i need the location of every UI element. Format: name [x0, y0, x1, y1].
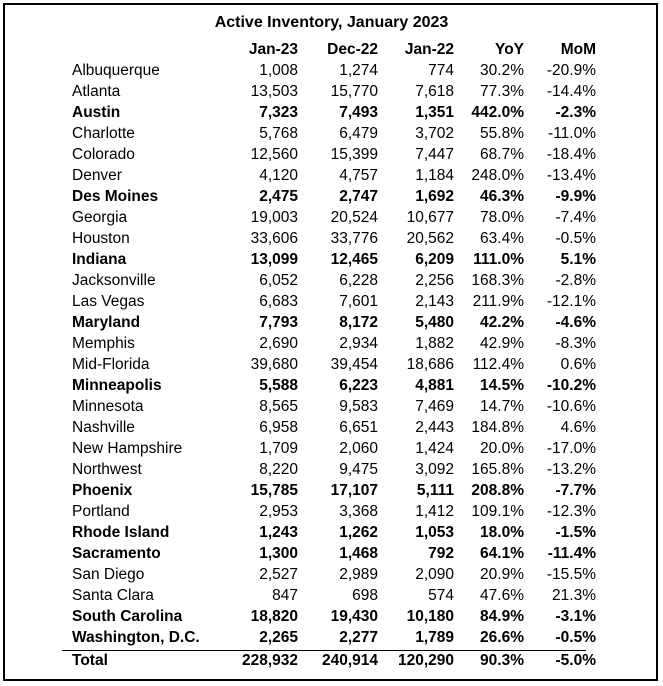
- cell-jan22: 3,702: [415, 125, 454, 142]
- cell-mom: -0.5%: [555, 629, 596, 646]
- cell-jan22: 1,184: [415, 167, 454, 184]
- cell-jan22: 18,686: [406, 356, 454, 373]
- cell-yoy: 55.8%: [480, 125, 524, 142]
- cell-jan23: 8,220: [259, 461, 298, 478]
- cell-jan23: 8,565: [259, 398, 298, 415]
- cell-jan22: 10,677: [406, 209, 454, 226]
- cell-jan23: 1,300: [259, 545, 298, 562]
- cell-dec22: 6,228: [339, 272, 378, 289]
- cell-jan22: 574: [428, 587, 454, 604]
- cell-dec22: 6,651: [339, 419, 378, 436]
- cell-dec22: 2,989: [339, 566, 378, 583]
- cell-jan23: 4,120: [259, 167, 298, 184]
- cell-jan22: 5,111: [416, 482, 454, 499]
- cell-mom: -20.9%: [546, 62, 596, 79]
- header-jan22: Jan-22: [404, 41, 454, 58]
- cell-city: Des Moines: [72, 188, 159, 205]
- cell-yoy: 46.3%: [480, 188, 524, 205]
- cell-jan22: 3,092: [415, 461, 454, 478]
- cell-jan22: 1,789: [415, 629, 454, 646]
- cell-jan23: 19,003: [250, 209, 298, 226]
- table-row: [62, 354, 596, 375]
- cell-city: Minnesota: [72, 398, 144, 415]
- cell-mom: -17.0%: [546, 440, 596, 457]
- cell-mom: -13.2%: [546, 461, 596, 478]
- cell-yoy: 442.0%: [471, 104, 524, 121]
- cell-dec22: 19,430: [330, 608, 378, 625]
- table-row: [62, 81, 596, 102]
- cell-jan22: 2,143: [415, 293, 454, 310]
- cell-jan23: 1,709: [259, 440, 298, 457]
- table-row: [62, 228, 596, 249]
- table-row: [62, 123, 596, 144]
- cell-jan23: 13,099: [250, 251, 298, 268]
- cell-mom: -7.4%: [555, 209, 596, 226]
- cell-city: South Carolina: [72, 608, 183, 625]
- cell-jan22: 5,480: [415, 314, 454, 331]
- table-row: [62, 480, 596, 501]
- table-row: [62, 207, 596, 228]
- cell-mom: -11.0%: [548, 125, 596, 142]
- header-row: [62, 39, 596, 60]
- cell-jan22: 792: [428, 545, 454, 562]
- cell-jan23: 847: [272, 587, 298, 604]
- cell-dec22: 7,601: [339, 293, 378, 310]
- cell-dec22: 15,399: [330, 146, 378, 163]
- cell-yoy: 30.2%: [480, 62, 524, 79]
- cell-mom: -15.5%: [546, 566, 596, 583]
- cell-dec22: 9,475: [339, 461, 378, 478]
- cell-yoy: 64.1%: [480, 545, 524, 562]
- cell-jan22: 1,882: [415, 335, 454, 352]
- table-row: [62, 291, 596, 312]
- cell-city: Washington, D.C.: [72, 629, 200, 646]
- cell-jan23: 13,503: [250, 83, 298, 100]
- cell-dec22: 2,747: [339, 188, 378, 205]
- cell-city: Houston: [72, 230, 130, 247]
- total-mom: -5.0%: [555, 652, 596, 669]
- cell-city: Colorado: [72, 146, 135, 163]
- table-row: [62, 186, 596, 207]
- cell-jan22: 1,412: [415, 503, 454, 520]
- cell-jan23: 2,953: [259, 503, 298, 520]
- total-row: [62, 648, 596, 674]
- cell-mom: -4.6%: [555, 314, 596, 331]
- cell-yoy: 248.0%: [471, 167, 524, 184]
- cell-jan22: 4,881: [415, 377, 454, 394]
- cell-mom: -8.3%: [555, 335, 596, 352]
- total-dec22: 240,914: [321, 652, 378, 669]
- cell-jan23: 1,243: [259, 524, 298, 541]
- cell-mom: -2.3%: [555, 104, 596, 121]
- cell-dec22: 698: [352, 587, 378, 604]
- table-row: [62, 606, 596, 627]
- cell-yoy: 78.0%: [480, 209, 524, 226]
- cell-mom: -7.7%: [555, 482, 596, 499]
- total-label: Total: [72, 652, 108, 669]
- cell-jan23: 6,958: [259, 419, 298, 436]
- cell-jan22: 1,692: [415, 188, 454, 205]
- cell-mom: 5.1%: [560, 251, 596, 268]
- cell-yoy: 47.6%: [480, 587, 524, 604]
- cell-city: Charlotte: [72, 125, 135, 142]
- table-row: [62, 333, 596, 354]
- total-jan23: 228,932: [241, 652, 298, 669]
- table-row: [62, 501, 596, 522]
- cell-city: San Diego: [72, 566, 145, 583]
- total-yoy: 90.3%: [480, 652, 524, 669]
- total-divider: [62, 650, 586, 651]
- cell-yoy: 77.3%: [480, 83, 524, 100]
- cell-dec22: 15,770: [330, 83, 378, 100]
- cell-dec22: 39,454: [330, 356, 378, 373]
- cell-dec22: 3,368: [339, 503, 378, 520]
- cell-dec22: 2,934: [339, 335, 378, 352]
- table-row: [62, 459, 596, 480]
- cell-city: Atlanta: [72, 83, 121, 100]
- cell-city: Memphis: [72, 335, 135, 352]
- cell-yoy: 14.5%: [480, 377, 524, 394]
- cell-dec22: 20,524: [330, 209, 378, 226]
- header-city: [62, 39, 218, 60]
- cell-mom: -10.6%: [546, 398, 596, 415]
- table-row: [62, 102, 596, 123]
- cell-dec22: 8,172: [339, 314, 378, 331]
- cell-city: Maryland: [72, 314, 141, 331]
- cell-mom: -1.5%: [555, 524, 596, 541]
- cell-city: Minneapolis: [72, 377, 162, 394]
- cell-yoy: 42.9%: [480, 335, 524, 352]
- cell-yoy: 63.4%: [480, 230, 524, 247]
- cell-yoy: 211.9%: [472, 293, 524, 310]
- header-jan23: Jan-23: [248, 41, 298, 58]
- cell-mom: 0.6%: [560, 356, 596, 373]
- cell-jan22: 7,447: [415, 146, 454, 163]
- cell-dec22: 12,465: [330, 251, 378, 268]
- table-row: [62, 417, 596, 438]
- cell-jan22: 7,469: [415, 398, 454, 415]
- table-row: [62, 375, 596, 396]
- cell-city: Denver: [72, 167, 122, 184]
- cell-mom: -13.4%: [546, 167, 596, 184]
- cell-dec22: 17,107: [330, 482, 378, 499]
- cell-jan23: 33,606: [250, 230, 298, 247]
- cell-jan23: 6,052: [259, 272, 298, 289]
- cell-dec22: 2,060: [339, 440, 378, 457]
- cell-jan22: 2,256: [415, 272, 454, 289]
- table-row: [62, 396, 596, 417]
- header-yoy: YoY: [495, 41, 524, 58]
- cell-mom: -10.2%: [546, 377, 596, 394]
- cell-city: Georgia: [72, 209, 128, 226]
- cell-yoy: 68.7%: [480, 146, 524, 163]
- cell-dec22: 7,493: [339, 104, 378, 121]
- cell-mom: -2.8%: [555, 272, 596, 289]
- table-row: [62, 165, 596, 186]
- cell-jan22: 774: [428, 62, 454, 79]
- table-row: [62, 438, 596, 459]
- cell-city: Santa Clara: [72, 587, 154, 604]
- cell-yoy: 165.8%: [471, 461, 524, 478]
- cell-yoy: 14.7%: [480, 398, 524, 415]
- cell-yoy: 42.2%: [480, 314, 524, 331]
- cell-mom: -3.1%: [555, 608, 596, 625]
- cell-jan22: 6,209: [415, 251, 454, 268]
- cell-mom: -12.1%: [546, 293, 596, 310]
- cell-jan23: 1,008: [259, 62, 298, 79]
- cell-yoy: 20.9%: [480, 566, 524, 583]
- cell-jan22: 1,053: [415, 524, 454, 541]
- cell-yoy: 26.6%: [480, 629, 524, 646]
- cell-jan23: 2,690: [259, 335, 298, 352]
- table-row: [62, 60, 596, 81]
- cell-city: Nashville: [72, 419, 135, 436]
- cell-city: Indiana: [72, 251, 127, 268]
- cell-jan23: 7,323: [259, 104, 298, 121]
- table-row: [62, 144, 596, 165]
- page-title: Active Inventory, January 2023: [214, 14, 449, 31]
- cell-mom: -18.4%: [546, 146, 596, 163]
- cell-jan22: 1,351: [415, 104, 454, 121]
- table-row: [62, 543, 596, 564]
- cell-jan22: 7,618: [415, 83, 454, 100]
- cell-city: Albuquerque: [72, 62, 160, 79]
- cell-yoy: 208.8%: [471, 482, 524, 499]
- cell-jan22: 10,180: [406, 608, 454, 625]
- cell-dec22: 2,277: [339, 629, 378, 646]
- table-row: [62, 249, 596, 270]
- cell-mom: 21.3%: [552, 587, 596, 604]
- table-row: [62, 312, 596, 333]
- cell-jan23: 5,588: [259, 377, 298, 394]
- cell-jan23: 6,683: [259, 293, 298, 310]
- cell-mom: -0.5%: [555, 230, 596, 247]
- cell-city: Sacramento: [72, 545, 161, 562]
- cell-jan22: 2,090: [415, 566, 454, 583]
- cell-yoy: 18.0%: [480, 524, 524, 541]
- cell-city: Northwest: [72, 461, 142, 478]
- cell-yoy: 109.1%: [471, 503, 524, 520]
- cell-yoy: 112.4%: [472, 356, 524, 373]
- cell-mom: -9.9%: [555, 188, 596, 205]
- cell-yoy: 168.3%: [471, 272, 524, 289]
- cell-yoy: 111.0%: [473, 251, 524, 268]
- cell-jan22: 20,562: [406, 230, 454, 247]
- cell-city: Austin: [72, 104, 121, 121]
- cell-yoy: 184.8%: [471, 419, 524, 436]
- table-row: [62, 585, 596, 606]
- cell-jan22: 2,443: [415, 419, 454, 436]
- cell-dec22: 4,757: [339, 167, 378, 184]
- inventory-table: [62, 39, 596, 674]
- cell-jan23: 2,527: [259, 566, 298, 583]
- header-dec22: Dec-22: [327, 41, 378, 58]
- cell-mom: -14.4%: [546, 83, 596, 100]
- cell-city: Las Vegas: [72, 293, 145, 310]
- total-jan22: 120,290: [397, 652, 454, 669]
- cell-city: Jacksonville: [72, 272, 156, 289]
- cell-dec22: 9,583: [339, 398, 378, 415]
- cell-jan23: 18,820: [250, 608, 298, 625]
- cell-mom: 4.6%: [560, 419, 596, 436]
- cell-jan23: 2,265: [259, 629, 298, 646]
- cell-dec22: 1,262: [339, 524, 378, 541]
- cell-jan22: 1,424: [415, 440, 454, 457]
- cell-city: Portland: [72, 503, 130, 520]
- cell-yoy: 20.0%: [480, 440, 524, 457]
- cell-mom: -12.3%: [546, 503, 596, 520]
- cell-yoy: 84.9%: [480, 608, 524, 625]
- cell-city: New Hampshire: [72, 440, 183, 457]
- cell-jan23: 15,785: [250, 482, 298, 499]
- cell-jan23: 7,793: [259, 314, 298, 331]
- cell-jan23: 39,680: [250, 356, 298, 373]
- cell-dec22: 33,776: [330, 230, 378, 247]
- cell-city: Phoenix: [72, 482, 133, 499]
- cell-dec22: 6,479: [339, 125, 378, 142]
- header-mom: MoM: [560, 41, 596, 58]
- cell-jan23: 12,560: [250, 146, 298, 163]
- table-row: [62, 564, 596, 585]
- cell-dec22: 1,468: [339, 545, 378, 562]
- table-row: [62, 522, 596, 543]
- cell-city: Rhode Island: [72, 524, 170, 541]
- table-row: [62, 627, 596, 648]
- cell-dec22: 1,274: [339, 62, 378, 79]
- cell-dec22: 6,223: [339, 377, 378, 394]
- table-row: [62, 270, 596, 291]
- cell-jan23: 5,768: [259, 125, 298, 142]
- cell-jan23: 2,475: [259, 188, 298, 205]
- cell-city: Mid-Florida: [72, 356, 150, 373]
- cell-mom: -11.4%: [547, 545, 596, 562]
